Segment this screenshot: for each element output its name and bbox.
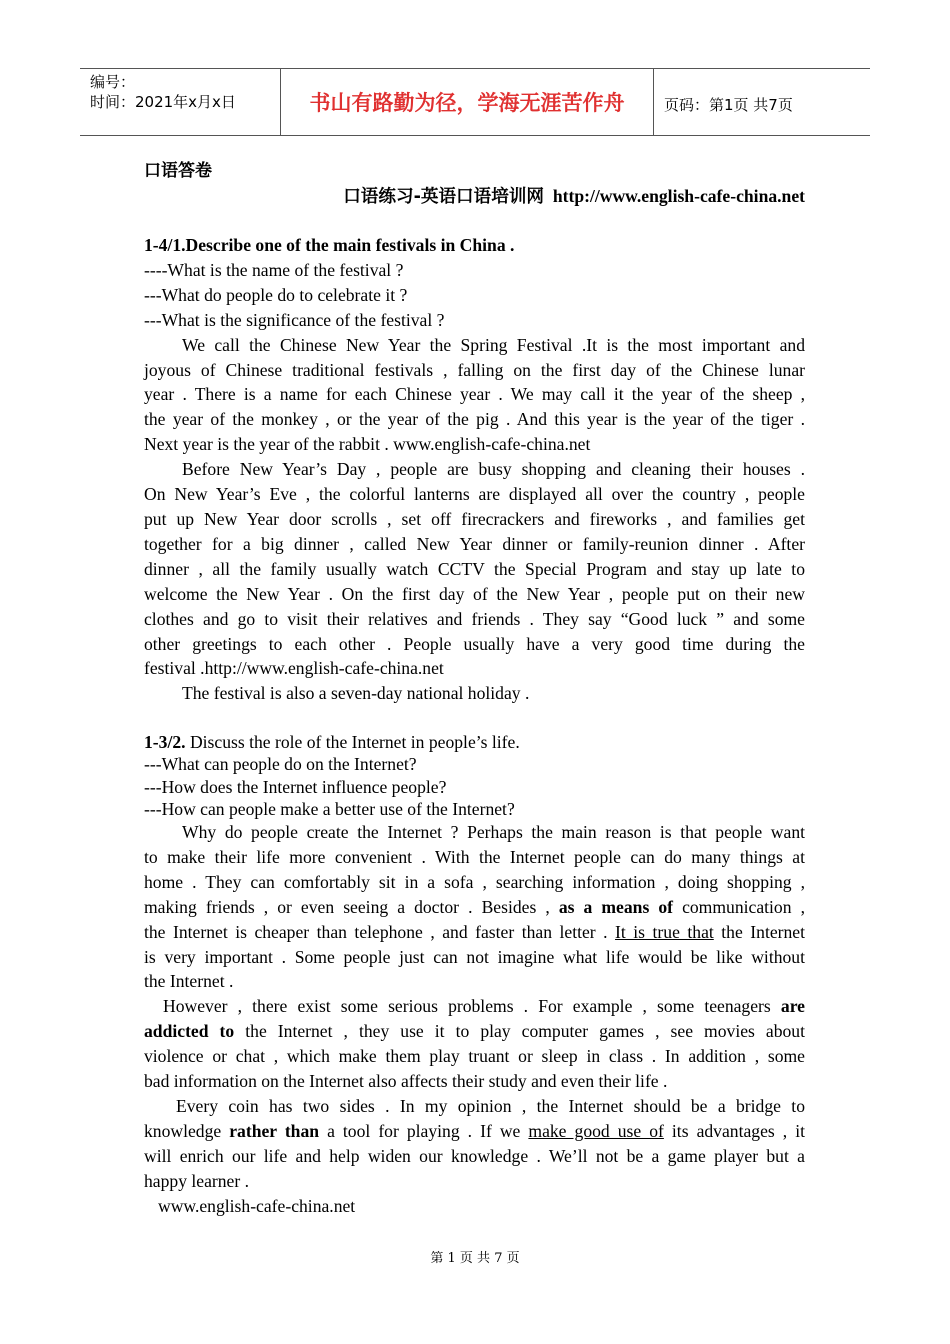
question-1-prompt-1: ----What is the name of the festival ? [144,259,404,280]
underlined-phrase: It is true that [615,921,714,942]
text-line [144,994,805,1019]
text-line: dinner , all the family usually watch CCTV the Special Program and stay up late to [144,558,805,579]
text-run: a tool for playing . If we [319,1120,529,1141]
question-1-paragraph-3: The festival is also a seven-day national holiday . [182,683,530,704]
bold-phrase: addicted to [144,1021,235,1042]
text-line: Why do people create the Internet ? Perhaps the main reason is that people want [182,822,805,842]
text-line: We call the Chinese New Year the Spring Festival .It is the most important and [182,334,805,355]
text-line [144,895,805,920]
bold-phrase: as a means of [558,896,674,917]
text-line: festival .http://www.english-cafe-china.net [144,658,444,679]
text-line: year . There is a name for each Chinese year . We may call it the year of the sheep , [144,384,805,405]
site-line-url: http://www.english-cafe-china.net [552,186,805,206]
question-2-prompt-3: ---How can people make a better use of the Internet? [144,798,515,819]
text-line: bad information on the Internet also affects their study and even their life . [144,1071,668,1092]
question-2-paragraph-2 [144,994,805,1094]
text-line: violence or chat , which make them play truant or sleep in class . In addition , some [144,1046,805,1067]
text-line: Next year is the year of the rabbit . www.english-cafe-china.net [144,434,591,455]
question-1-title: 1-4/1.Describe one of the main festivals in China . [144,235,515,255]
text-line: is very important . Some people just can not imagine what life would be like without [144,946,805,967]
text-line: Every coin has two sides . In my opinion , the Internet should be a bridge to [176,1095,805,1116]
text-run: its advantages , it [663,1120,805,1141]
text-run: communication , [673,896,805,917]
text-line: happy learner . [144,1170,250,1191]
text-line: Before New Year’s Day , people are busy shopping and cleaning their houses . [182,459,805,480]
bold-phrase: are [780,996,805,1017]
text-line: to make their life more convenient . With the Internet people can do many things at [144,846,805,867]
question-2-body [144,820,805,1219]
question-2-prompt-1: ---What can people do on the Internet? [144,754,417,775]
text-line: will enrich our life and help widen our knowledge . We’ll not be a game player but a [144,1145,805,1166]
header-number-label: 编号： [90,73,136,91]
header-motto: 书山有路勤为径，学海无涯苦作舟 [281,69,654,135]
text-line [144,1119,805,1144]
question-2-site: www.english-cafe-china.net [158,1195,356,1216]
question-2-paragraph-3 [144,1094,805,1194]
text-line [144,920,805,945]
text-run: making friends , or even seeing a doctor . Besides , [144,896,559,917]
question-2-number: 1-3/2. [144,732,186,752]
question-2-title [144,731,805,753]
header-time-label: 时间：2021年x月x日 [90,93,236,111]
question-2-heading [144,731,805,820]
text-run: However , there exist some serious problems . For example , some teenagers [163,996,781,1017]
section-title: 口语答卷 [144,161,212,181]
text-line: other greetings to each other . People usually have a very good time during the [144,633,805,654]
question-1 [144,233,805,706]
text-line: the Internet . [144,971,234,992]
question-1-paragraph-2 [144,457,805,681]
text-run: the Internet [713,921,805,942]
question-2-paragraph-1 [144,820,805,994]
question-1-prompt-3: ---What is the significance of the festival ? [144,309,445,330]
text-run: the Internet , they use it to play computer games , see movies about [234,1021,805,1042]
bold-phrase: rather than [229,1120,320,1141]
question-1-prompt-2: ---What do people do to celebrate it ? [144,284,408,305]
page-header [80,68,870,136]
header-meta-cell [80,69,281,135]
question-1-paragraph-1 [144,333,805,458]
text-line: welcome the New Year . On the first day of the New Year , people put on their new [144,583,805,604]
site-line [144,184,805,210]
text-line: home . They can comfortably sit in a sofa , searching information , doing shopping , [144,871,805,892]
text-line: joyous of Chinese traditional festivals , falling on the first day of the Chinese lunar [144,359,805,380]
question-2-prompt-2: ---How does the Internet influence people? [144,776,447,797]
text-run: knowledge [144,1120,230,1141]
text-line: On New Year’s Eve , the colorful lanterns are displayed all over the country , people [144,484,805,505]
underlined-phrase: make good use of [528,1120,664,1141]
text-line: clothes and go to visit their relatives and friends . They say “Good luck ” and some [144,608,805,629]
text-line: put up New Year door scrolls , set off firecrackers and fireworks , and families get [144,508,805,529]
text-line: the year of the monkey , or the year of the pig . And this year is the year of the tiger . [144,409,805,430]
page-footer: 第 1 页 共 7 页 [430,1251,520,1266]
question-2-title-text: Discuss the role of the Internet in people’s life. [185,732,520,752]
header-page-label: 页码：第1页 共7页 [664,96,793,114]
text-run: the Internet is cheaper than telephone , and faster than letter . [144,921,616,942]
text-line: together for a big dinner , called New Year dinner or family-reunion dinner . After [144,533,805,554]
site-line-cn: 口语练习-英语口语培训网 [343,187,545,207]
text-line [144,1019,805,1044]
